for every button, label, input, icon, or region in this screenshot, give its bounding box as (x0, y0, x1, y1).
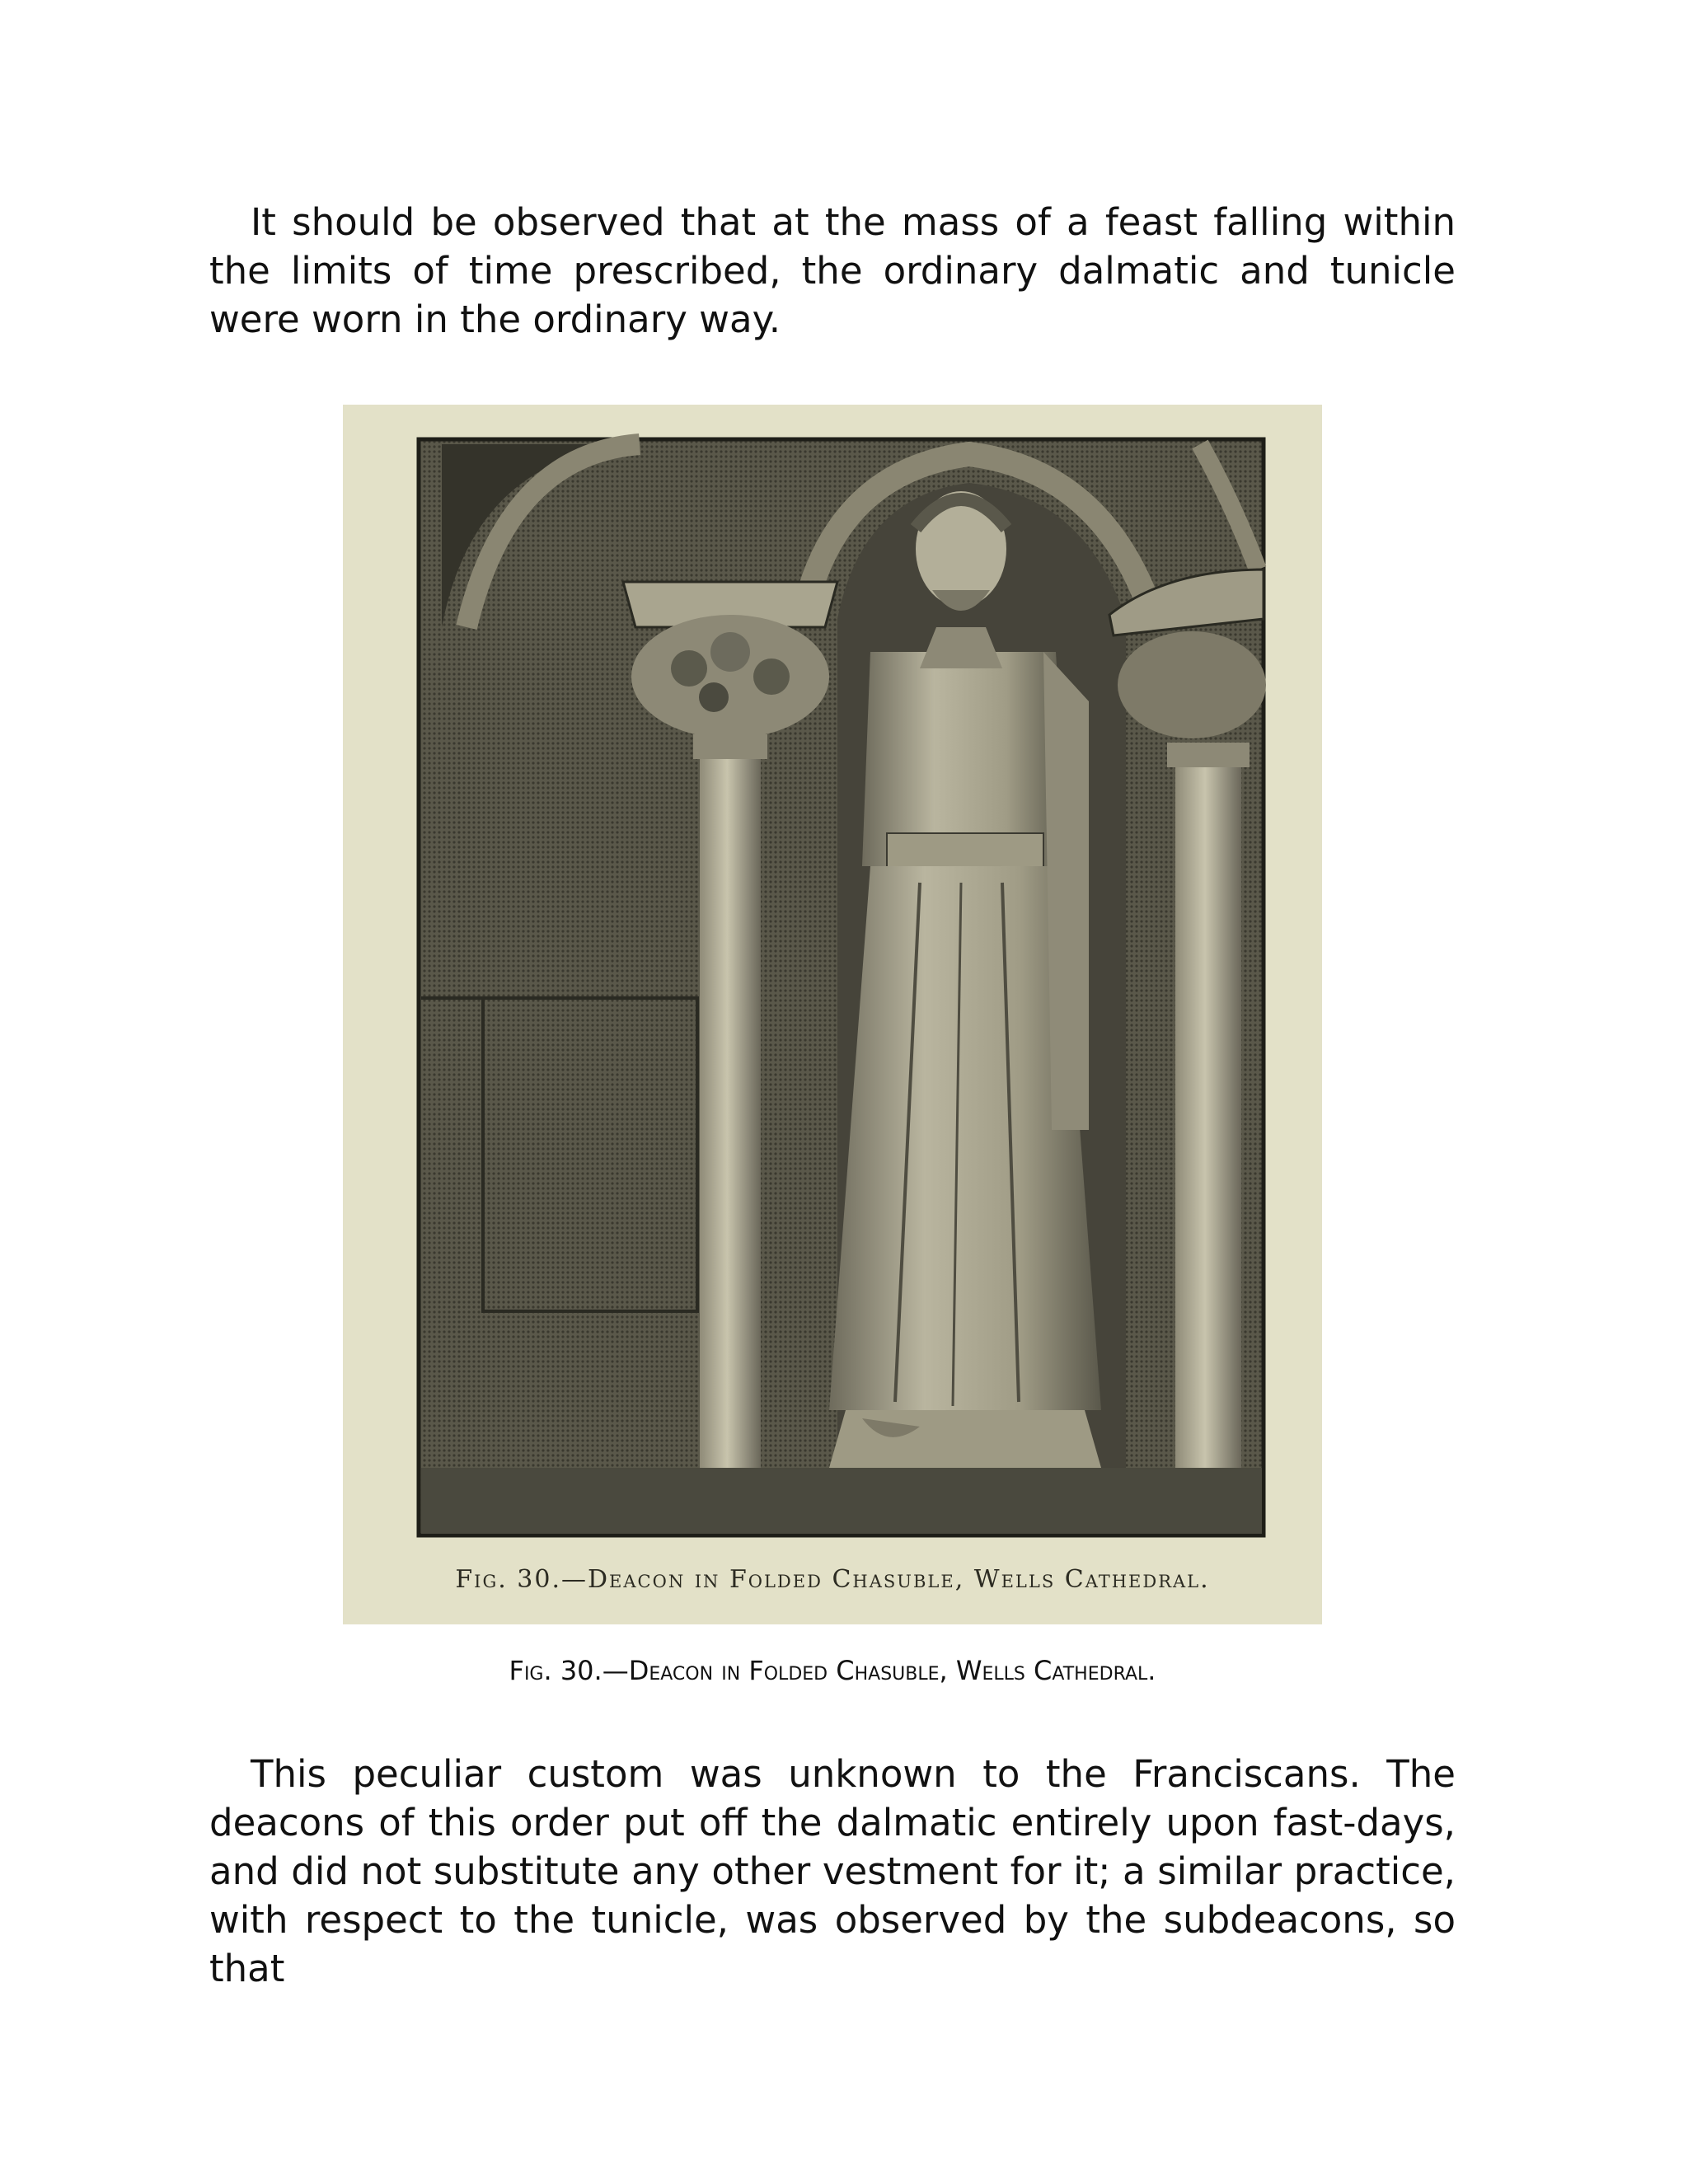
statue-photograph (343, 405, 1322, 1624)
figure-plate (343, 405, 1322, 1624)
paragraph-franciscans: This peculiar custom was unknown to the Franciscans. The deacons of this order put off the dalmatic entirely upon fast-days, and did not substitute any other vestment for it; a similar practice, with respect to the tunicle, was observed by the subdeacons, so that (209, 1752, 1456, 1990)
paragraph-intro: It should be observed that at the mass of a feast falling within the limits of time prescribed, the ordinary dalmatic and tunicle were worn in the ordinary way. (209, 200, 1456, 341)
figure-caption: Fig. 30.—Deacon in Folded Chasuble, Wells Cathedral. (509, 1655, 1156, 1686)
plate-caption: Fig. 30.—Deacon in Folded Chasuble, Wells Cathedral. (455, 1565, 1210, 1594)
